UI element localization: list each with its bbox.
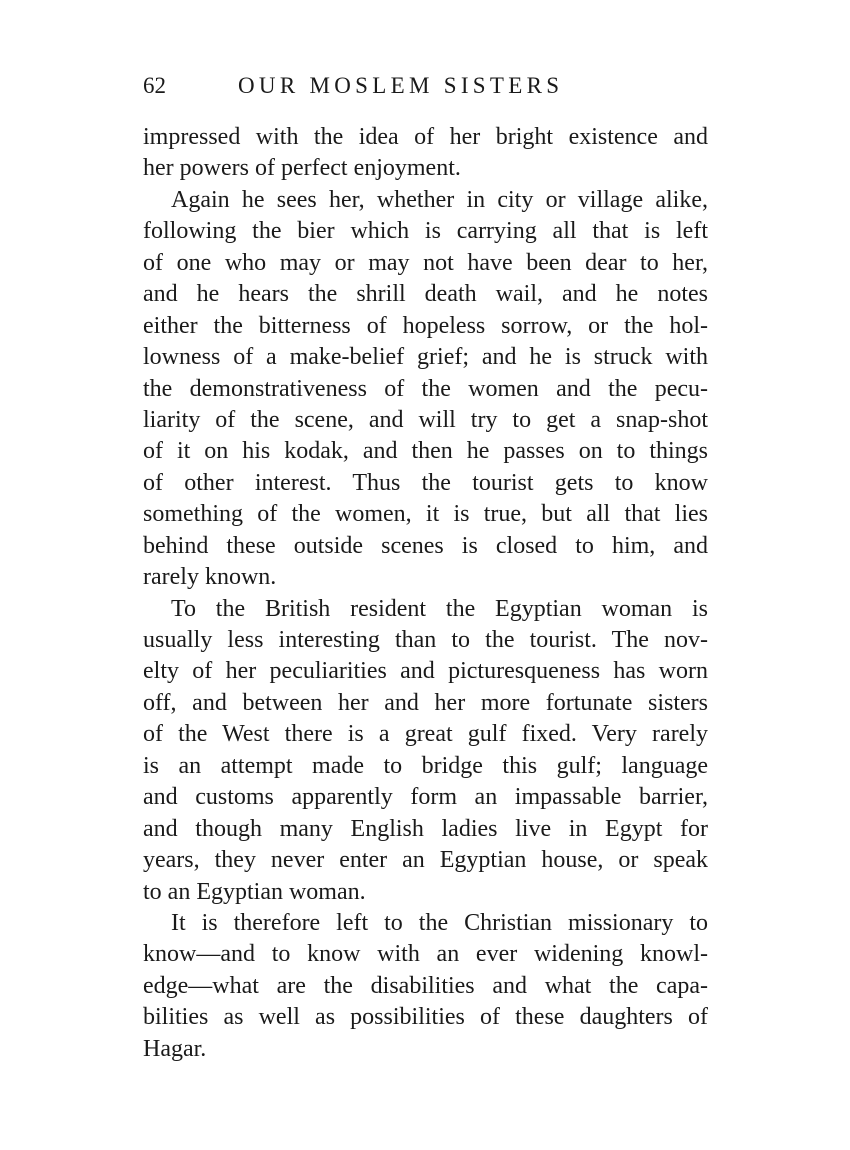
text-line: years, they never enter an Egyptian house, or speak [143, 847, 708, 874]
text-line: the demonstrativeness of the women and the pecu- [143, 375, 708, 402]
text-line: of one who may or may not have been dear to her, [143, 249, 708, 276]
text-line: Again he sees her, whether in city or village alike, [171, 186, 708, 213]
text-line: off, and between her and her more fortunate sisters [143, 689, 708, 716]
text-line: either the bitterness of hopeless sorrow, or the hol- [143, 312, 708, 339]
text-line: edge—what are the disabilities and what the capa- [143, 972, 708, 999]
text-line: know—and to know with an ever widening knowl- [143, 941, 708, 968]
text-line: To the British resident the Egyptian woman is [171, 595, 708, 622]
text-line: something of the women, it is true, but all that lies [143, 501, 708, 528]
text-line: rarely known. [143, 564, 277, 591]
text-line: and customs apparently form an impassable barrier, [143, 784, 708, 811]
text-line: and he hears the shrill death wail, and he notes [143, 281, 708, 308]
text-line: following the bier which is carrying all that is left [143, 218, 708, 245]
text-line: liarity of the scene, and will try to get a snap-shot [143, 406, 708, 433]
text-line: her powers of perfect enjoyment. [143, 155, 461, 182]
text-line: is an attempt made to bridge this gulf; language [143, 752, 708, 779]
text-line: Hagar. [143, 1035, 207, 1062]
text-line: elty of her peculiarities and picturesqueness has worn [143, 658, 708, 685]
running-title: OUR MOSLEM SISTERS [238, 73, 564, 98]
text-line: usually less interesting than to the tourist. The nov- [143, 627, 708, 653]
page-number: 62 [143, 73, 166, 98]
text-line: lowness of a make-belief grief; and he is struck with [143, 344, 708, 371]
text-line: and though many English ladies live in Egypt for [143, 815, 708, 842]
text-line: of the West there is a great gulf fixed. Very rarely [143, 721, 708, 748]
text-line: It is therefore left to the Christian missionary to [171, 909, 708, 936]
text-line: impressed with the idea of her bright existence and [143, 124, 708, 150]
text-line: behind these outside scenes is closed to him, and [143, 532, 708, 559]
text-line: of other interest. Thus the tourist gets to know [143, 469, 708, 496]
text-line: to an Egyptian woman. [143, 878, 366, 905]
text-line: of it on his kodak, and then he passes on to things [143, 438, 708, 465]
text-line: bilities as well as possibilities of these daughters of [143, 1004, 708, 1031]
body-text [143, 122, 708, 1065]
running-head [143, 66, 708, 106]
